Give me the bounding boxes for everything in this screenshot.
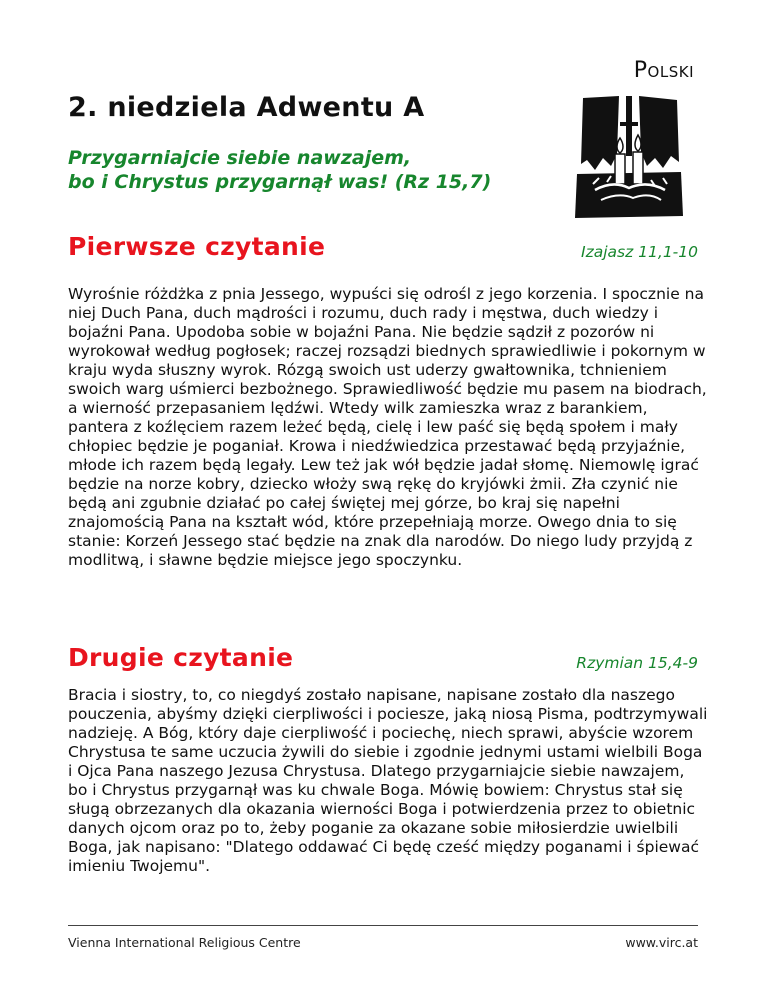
motto <box>68 146 528 194</box>
advent-candles-window-icon <box>573 92 685 220</box>
reading1-reference: Izajasz 11,1-10 <box>581 243 698 261</box>
reading1-text: Wyrośnie różdżka z pnia Jessego, wypuści się odrośl z jego korzenia. I spocznie na niej Duch Pana, duch mądrości i rozumu, duch rady i męstwa, duch wiedzy i bojaźni Pana. Upodoba sobie w bojaźni Pana. Nie będzie sądził z pozorów ni wyrokował według pogłosek; raczej rozsądzi biednych sprawiedliwie i pokornym w kraju wyda słuszny wyrok. Rózgą swoich ust uderzy gwałtownika, tchnieniem swoich warg uśmierci bezbożnego. Sprawiedliwość będzie mu pasem na biodrach, a wierność przepasaniem lędźwi. Wtedy wilk zamieszka wraz z barankiem, pantera z koźlęciem razem leżeć będą, cielę i lew paść się będą społem i mały chłopiec będzie je poganiał. Krowa i niedźwiedzica przestawać będą przyjaźnie, młode ich razem będą legały. Lew też jak wół będzie jadał słomę. Niemowlę igrać będzie na norze kobry, dziecko włoży swą rękę do kryjówki żmii. Zła czynić nie będą ani zgubnie działać po całej świętej mej górze, bo kraj się napełni znajomością Pana na kształt wód, które przepełniają morze. Owego dnia to się stanie: Korzeń Jessego stać będzie na znak dla narodów. Do niego ludy przyjdą z modlitwą, i sławne będzie miejsce jego spoczynku. <box>68 285 707 569</box>
motto-line-2: bo i Chrystus przygarnął was! (Rz 15,7) <box>68 171 492 193</box>
reading2-reference: Rzymian 15,4-9 <box>576 654 698 672</box>
reading2-heading: Drugie czytanie <box>68 643 294 672</box>
language-label: Polski <box>633 58 694 83</box>
footer-website: www.virc.at <box>625 935 698 950</box>
reading1-heading: Pierwsze czytanie <box>68 232 326 261</box>
footer-organization: Vienna International Religious Centre <box>68 935 301 950</box>
reading2-text: Bracia i siostry, to, co niegdyś zostało napisane, napisane zostało dla naszego pouczenia, abyśmy dzięki cierpliwości i pociesze, jaką niosą Pisma, podtrzymywali nadzieję. A Bóg, który daje cierpliwość i pociechę, niech sprawi, abyście wzorem Chrystusa te same uczucia żywili do siebie i zgodnie jednymi ustami wielbili Boga i Ojca Pana naszego Jezusa Chrystusa. Dlatego przygarniajcie siebie nawzajem, bo i Chrystus przygarnął was ku chwale Boga. Mówię bowiem: Chrystus stał się sługą obrzezanych dla okazania wierności Boga i potwierdzenia przez to obietnic danych ojcom oraz po to, żeby poganie za okazane sobie miłosierdzie uwielbili Boga, jak napisano: "Dlatego oddawać Ci będę cześć między poganami i śpiewać imieniu Twojemu". <box>68 686 708 875</box>
motto-line-1: Przygarniajcie siebie nawzajem, <box>68 147 412 169</box>
page-title: 2. niedziela Adwentu A <box>68 92 425 123</box>
footer-divider <box>68 925 698 926</box>
